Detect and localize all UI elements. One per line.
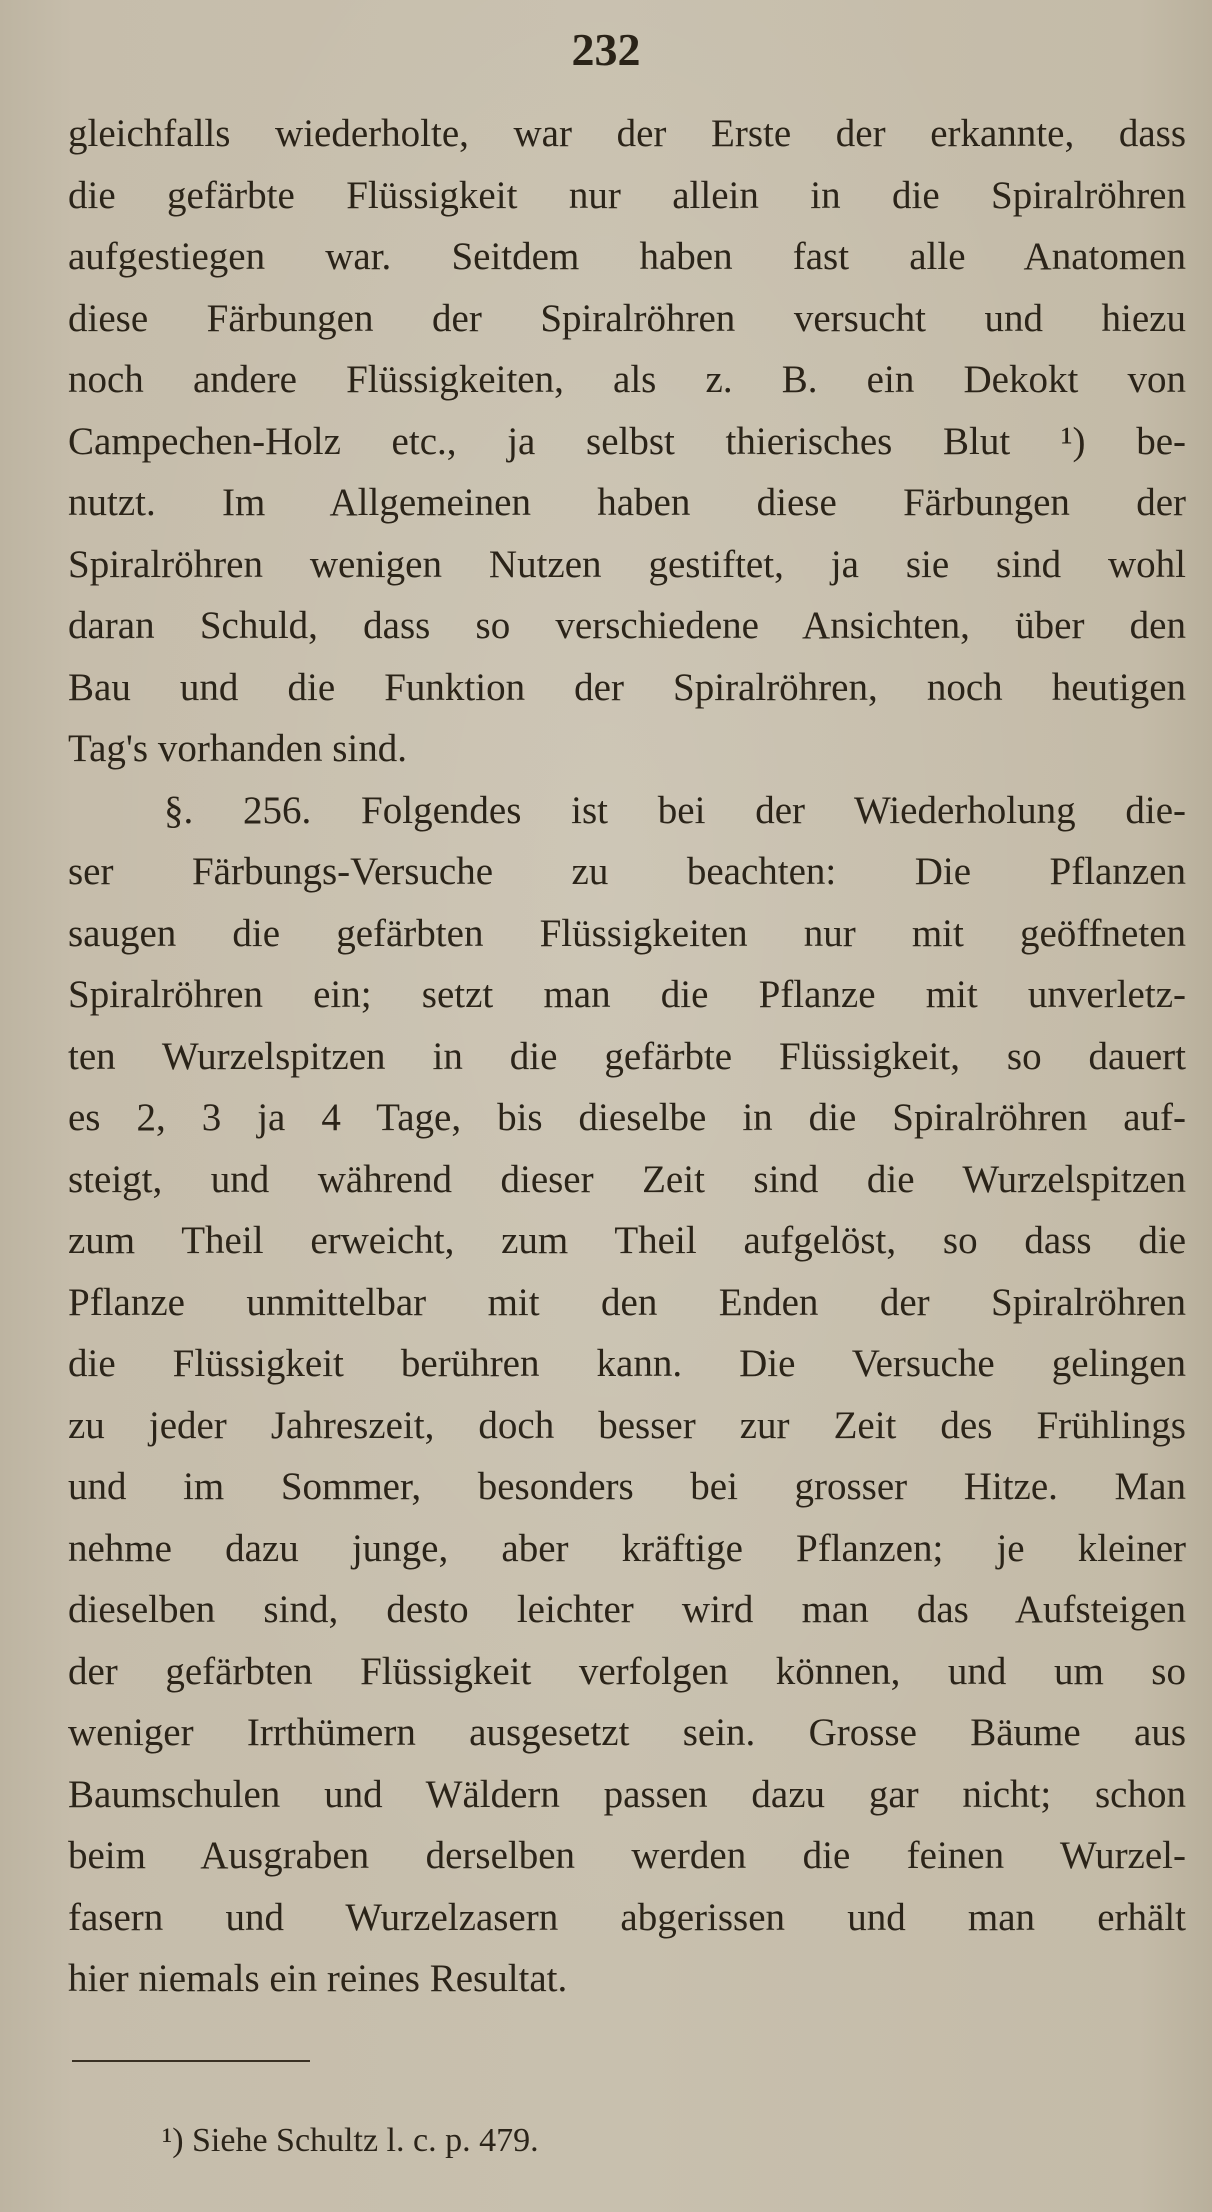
text-line: zu jeder Jahreszeit, doch besser zur Zeit des Frühlings: [68, 1403, 1186, 1447]
text-line: die gefärbte Flüssigkeit nur allein in die Spiralröhren: [68, 173, 1186, 217]
text-line: und im Sommer, besonders bei grosser Hitze. Man: [68, 1465, 1186, 1508]
text-line: nehme dazu junge, aber kräftige Pflanzen; je kleiner: [68, 1526, 1186, 1570]
text-line: noch andere Flüssigkeiten, als z. B. ein Dekokt von: [68, 358, 1186, 401]
text-line: ten Wurzelspitzen in die gefärbte Flüssigkeit, so dauert: [68, 1034, 1186, 1078]
text-line: Tag's vorhanden sind.: [68, 727, 407, 770]
text-line: Pflanze unmittelbar mit den Enden der Spiralröhren: [68, 1280, 1186, 1324]
text-line: Spiralröhren wenigen Nutzen gestiftet, ja sie sind wohl: [68, 542, 1186, 586]
section-heading-line: §. 256. Folgendes ist bei der Wiederholung die-: [164, 788, 1186, 832]
text-line: Baumschulen und Wäldern passen dazu gar nicht; schon: [68, 1772, 1186, 1816]
text-line: Campechen-Holz etc., ja selbst thierisches Blut ¹) be-: [68, 419, 1186, 463]
text-line: gleichfalls wiederholte, war der Erste der erkannte, dass: [68, 112, 1186, 155]
text-line: Bau und die Funktion der Spiralröhren, noch heutigen: [68, 665, 1186, 709]
text-line: der gefärbten Flüssigkeit verfolgen können, und um so: [68, 1649, 1186, 1693]
text-line: dieselben sind, desto leichter wird man das Aufsteigen: [68, 1588, 1186, 1631]
text-line: es 2, 3 ja 4 Tage, bis dieselbe in die Spiralröhren auf-: [68, 1096, 1186, 1139]
paragraph-1: [68, 103, 1186, 780]
text-line: ser Färbungs-Versuche zu beachten: Die Pflanzen: [68, 850, 1186, 893]
text-line: die Flüssigkeit berühren kann. Die Versuche gelingen: [68, 1342, 1186, 1385]
text-line: weniger Irrthümern ausgesetzt sein. Grosse Bäume aus: [68, 1711, 1186, 1754]
footnote: ¹) Siehe Schultz l. c. p. 479.: [162, 2122, 539, 2159]
text-line: diese Färbungen der Spiralröhren versucht und hiezu: [68, 296, 1186, 340]
paragraph-2: [68, 780, 1186, 2010]
body-text: [68, 103, 1186, 2010]
text-line: zum Theil erweicht, zum Theil aufgelöst, so dass die: [68, 1219, 1186, 1262]
text-line: aufgestiegen war. Seitdem haben fast alle Anatomen: [68, 235, 1186, 278]
page-number: 232: [571, 24, 641, 75]
text-line: saugen die gefärbten Flüssigkeiten nur mit geöffneten: [68, 911, 1186, 955]
text-line: daran Schuld, dass so verschiedene Ansichten, über den: [68, 604, 1186, 647]
text-line: fasern und Wurzelzasern abgerissen und man erhält: [68, 1895, 1186, 1939]
text-line: hier niemals ein reines Resultat.: [68, 1957, 568, 2000]
text-line: nutzt. Im Allgemeinen haben diese Färbungen der: [68, 481, 1186, 524]
text-line: steigt, und während dieser Zeit sind die Wurzelspitzen: [68, 1157, 1186, 1201]
text-line: beim Ausgraben derselben werden die feinen Wurzel-: [68, 1834, 1186, 1877]
text-line: Spiralröhren ein; setzt man die Pflanze mit unverletz-: [68, 973, 1186, 1016]
footnote-rule: [72, 2060, 310, 2062]
